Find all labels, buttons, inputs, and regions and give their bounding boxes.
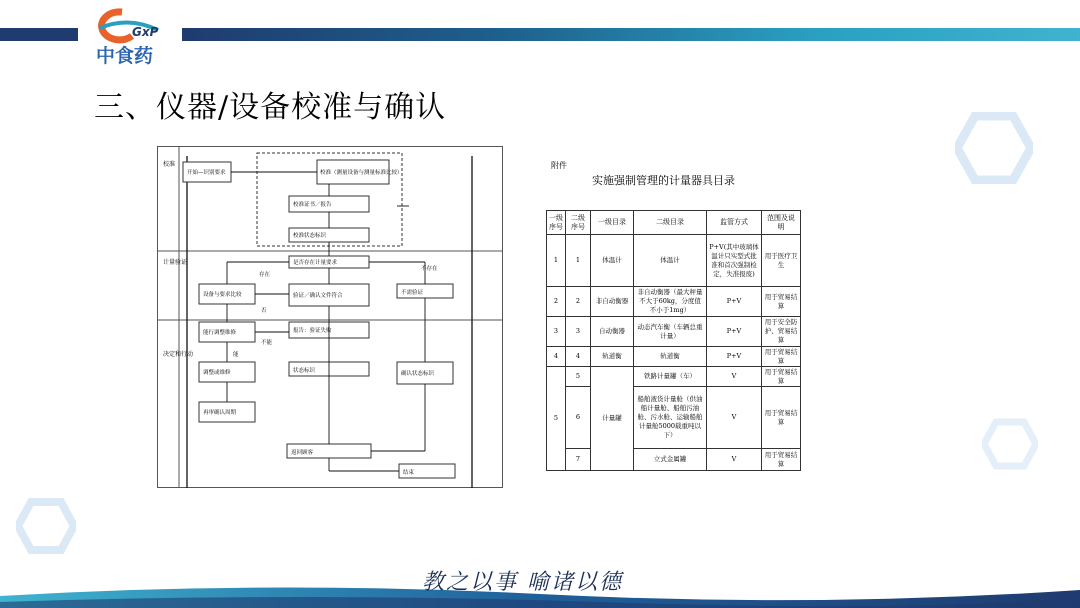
cell: 用于贸易结算 xyxy=(762,347,801,367)
cell: 用于安全防护、贸易结算 xyxy=(762,317,801,347)
table-row xyxy=(547,449,801,471)
table-header-row xyxy=(547,211,801,235)
cell: V xyxy=(707,367,762,387)
col-header-level1-catalog: 一级目录 xyxy=(591,211,634,235)
document-annex-label: 附件 xyxy=(551,161,567,170)
node-confirm-mark: 确认状态标识 xyxy=(401,371,435,377)
node-has-req: 是否存在计量要求 xyxy=(293,260,338,266)
cell: 船舶液货计量舱（供油船计量舱、船舶污油舱、污水舱、运输船舶计量舱5000载重吨以下） xyxy=(634,387,707,449)
cell: V xyxy=(707,387,762,449)
col-header-level2-no: 二级序号 xyxy=(566,211,591,235)
cell: 用于贸易结算 xyxy=(762,287,801,317)
node-end: 结束 xyxy=(403,470,415,476)
cell: 轨道衡 xyxy=(634,347,707,367)
cell: 体温计 xyxy=(591,235,634,287)
lane-decision: 决定和行动 xyxy=(163,351,194,358)
header-bar-right xyxy=(182,28,1080,41)
col-header-scope: 范围及说明 xyxy=(762,211,801,235)
cell: 1 xyxy=(566,235,591,287)
col-header-level2-catalog: 二级目录 xyxy=(634,211,707,235)
cell: 2 xyxy=(566,287,591,317)
col-header-supervision: 监管方式 xyxy=(707,211,762,235)
table-row xyxy=(547,317,801,347)
label-exists: 存在 xyxy=(259,272,271,278)
node-start: 开始—识别要求 xyxy=(187,170,226,176)
document-title: 实施强制管理的计量器具目录 xyxy=(592,174,735,187)
node-adjust: 调整或维修 xyxy=(203,370,231,376)
logo-name: 中食药 xyxy=(96,45,154,67)
node-report-fail: 报告：验证失败 xyxy=(293,328,332,334)
cell: 立式金属罐 xyxy=(634,449,707,471)
col-header-level1-no: 一级序号 xyxy=(547,211,566,235)
cell: 铁路计量罐（车） xyxy=(634,367,707,387)
cell: 3 xyxy=(566,317,591,347)
node-can-adjust: 能行调整维修 xyxy=(203,330,237,336)
hexagon-decoration-icon xyxy=(16,498,76,554)
measuring-instruments-table xyxy=(546,210,801,471)
label-not-exists: 不存在 xyxy=(421,266,438,272)
cell: 非自动衡器 xyxy=(591,287,634,317)
node-return: 返回顾客 xyxy=(291,450,314,456)
cell: 用于贸易结算 xyxy=(762,449,801,471)
lane-verification: 计量验证 xyxy=(163,259,188,266)
node-status-mark: 状态标识 xyxy=(293,368,316,374)
page-title: 三、仪器/设备校准与确认 xyxy=(94,90,447,125)
logo-gxp: GxP xyxy=(132,25,159,39)
lane-calibration: 校准 xyxy=(163,161,176,168)
company-logo xyxy=(88,6,180,68)
node-no-verify: 不需验证 xyxy=(401,290,424,296)
cell: 1 xyxy=(547,235,566,287)
header-bar-left xyxy=(0,28,78,41)
label-cannot: 不能 xyxy=(261,340,273,346)
node-calibrate: 校准（测量设备与测量标准比较） xyxy=(320,170,403,176)
cell: 用于贸易结算 xyxy=(762,387,801,449)
cell: 非自动衡器（最大秤量不大于60kg，分度值不小于1mg） xyxy=(634,287,707,317)
cell: 自动衡器 xyxy=(591,317,634,347)
node-equip-vs-req: 设备与要求比较 xyxy=(203,292,242,298)
table-row xyxy=(547,367,801,387)
cell: 5 xyxy=(566,367,591,387)
hexagon-decoration-icon xyxy=(955,112,1033,184)
cell: 4 xyxy=(566,347,591,367)
hexagon-decoration-icon xyxy=(982,418,1038,470)
node-recalibrate: 再审确认周期 xyxy=(203,410,237,416)
cell: 计量罐 xyxy=(591,367,634,471)
table-row xyxy=(547,387,801,449)
cell: 2 xyxy=(547,287,566,317)
calibration-flowchart xyxy=(157,146,503,488)
node-status-label: 校准状态标识 xyxy=(293,233,327,239)
cell: 动态汽车衡（车辆总重计量） xyxy=(634,317,707,347)
cell: 用于医疗卫生 xyxy=(762,235,801,287)
node-verify-doc: 验证／确认文件符合 xyxy=(293,293,343,299)
cell: P+V xyxy=(707,317,762,347)
label-no: 否 xyxy=(261,308,267,314)
table-row xyxy=(547,347,801,367)
node-cert: 校准证书／报告 xyxy=(293,202,332,208)
cell: P+V xyxy=(707,347,762,367)
cell: P+V(其中玻璃体温计只实型式批准和首次强制检定，失准报废) xyxy=(707,235,762,287)
cell: V xyxy=(707,449,762,471)
cell: 6 xyxy=(566,387,591,449)
footer-slogan: 教之以事 喻诸以德 xyxy=(422,570,623,595)
cell: 轨道衡 xyxy=(591,347,634,367)
cell: 3 xyxy=(547,317,566,347)
cell: 用于贸易结算 xyxy=(762,367,801,387)
label-can: 能 xyxy=(233,352,239,358)
table-row xyxy=(547,235,801,287)
cell: 4 xyxy=(547,347,566,367)
cell: 体温计 xyxy=(634,235,707,287)
cell: P+V xyxy=(707,287,762,317)
cell: 5 xyxy=(547,367,566,471)
cell: 7 xyxy=(566,449,591,471)
table-row xyxy=(547,287,801,317)
